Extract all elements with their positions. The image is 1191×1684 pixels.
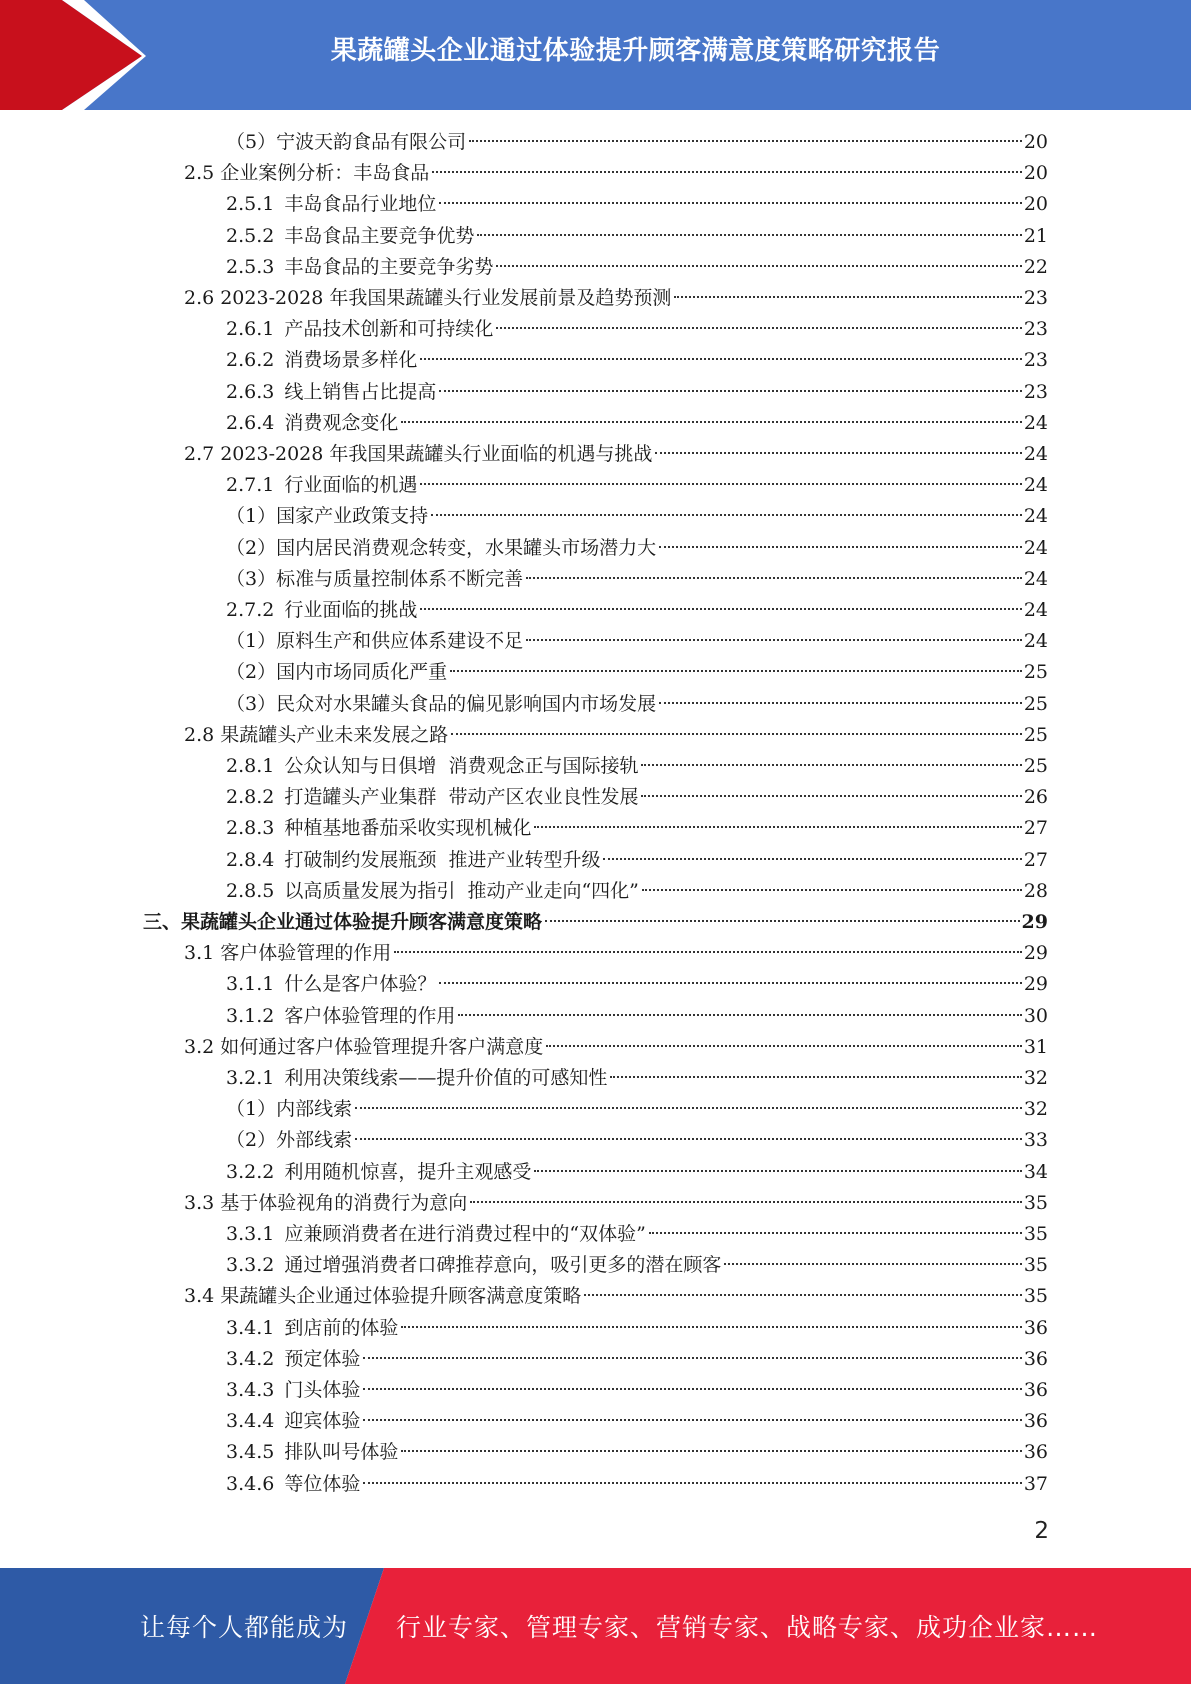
toc-entry[interactable] (184, 283, 1048, 314)
toc-entry-number: 2.6 (184, 287, 215, 309)
toc-entry[interactable] (226, 377, 1048, 408)
toc-entry-page: 24 (1023, 505, 1048, 528)
toc-entry-title: 外部线索 (276, 1129, 353, 1152)
toc-entry-title: 标准与质量控制体系不断完善 (276, 567, 524, 590)
toc-entry[interactable] (226, 595, 1048, 626)
toc-entry-number: 2.6.1 (226, 318, 275, 341)
toc-entry[interactable] (184, 439, 1048, 470)
toc-dot-leader (674, 296, 1021, 298)
page-header (0, 0, 1191, 110)
toc-entry-page: 36 (1023, 1379, 1048, 1401)
toc-entry-number: 2.8 (184, 723, 215, 746)
toc-dot-leader (610, 1076, 1021, 1078)
toc-dot-leader (642, 889, 1022, 891)
toc-dot-leader (439, 390, 1021, 392)
toc-entry-page: 36 (1023, 1347, 1048, 1370)
toc-entry-page: 36 (1023, 1410, 1048, 1433)
toc-entry-page: 30 (1023, 1004, 1048, 1027)
page-number: 2 (1034, 1518, 1049, 1544)
toc-entry[interactable] (184, 158, 1048, 189)
toc-dot-leader (439, 202, 1021, 204)
toc-entry-page: 25 (1023, 755, 1048, 777)
toc-entry-page: 22 (1023, 255, 1048, 278)
toc-dot-leader (450, 670, 1022, 672)
toc-entry-page: 35 (1023, 1285, 1048, 1308)
toc-dot-leader (545, 920, 1020, 922)
toc-entry-title: 基于体验视角的消费行为意向 (220, 1191, 468, 1214)
toc-entry-page: 25 (1023, 692, 1048, 715)
toc-entry-number: 3.4 (184, 1285, 215, 1308)
toc-dot-leader (546, 1045, 1022, 1047)
toc-dot-leader (470, 1201, 1022, 1203)
toc-entry-title: 迎宾体验 (284, 1410, 361, 1433)
toc-entry-page: 20 (1023, 131, 1048, 153)
toc-dot-leader (363, 1482, 1021, 1484)
toc-dot-leader (355, 1107, 1022, 1109)
toc-dot-leader (526, 577, 1022, 579)
toc-entry-title: 丰岛食品的主要竞争劣势 (284, 255, 494, 278)
toc-dot-leader (659, 702, 1022, 704)
toc-entry-number: 2.8.3 (226, 817, 275, 840)
toc-entry[interactable] (226, 813, 1048, 844)
toc-dot-leader (496, 327, 1021, 329)
toc-entry-page: 24 (1023, 536, 1048, 559)
toc-entry-title: 原料生产和供应体系建设不足 (276, 630, 524, 653)
toc-entry-page: 33 (1023, 1129, 1048, 1152)
toc-dot-leader (458, 1014, 1021, 1016)
toc-entry[interactable] (226, 1001, 1048, 1032)
toc-entry[interactable] (226, 1313, 1048, 1344)
toc-entry[interactable] (226, 876, 1048, 907)
toc-entry-page: 24 (1023, 474, 1048, 497)
toc-entry[interactable] (226, 1375, 1048, 1406)
document-title: 果蔬罐头企业通过体验提升顾客满意度策略研究报告 (330, 36, 941, 66)
toc-dot-leader (394, 951, 1022, 953)
toc-dot-leader (641, 795, 1021, 797)
toc-entry[interactable] (143, 907, 1048, 938)
toc-dot-leader (420, 608, 1021, 610)
toc-entry[interactable] (226, 533, 1048, 564)
toc-entry-page: 24 (1023, 630, 1048, 653)
toc-entry-title: 打造罐头产业集群 带动产区农业良性发展 (284, 786, 639, 809)
toc-entry-title: 丰岛食品行业地位 (284, 193, 437, 216)
toc-entry[interactable] (226, 1250, 1048, 1281)
toc-entry[interactable] (184, 1281, 1048, 1312)
toc-entry-title: 国内居民消费观念转变，水果罐头市场潜力大 (276, 536, 657, 559)
toc-entry-number: 2.5.3 (226, 255, 275, 278)
toc-entry-number: （2） (226, 661, 277, 684)
toc-entry-page: 20 (1023, 162, 1048, 185)
toc-entry[interactable] (226, 408, 1048, 439)
toc-entry-page: 31 (1023, 1035, 1048, 1058)
toc-dot-leader (724, 1263, 1021, 1265)
toc-dot-leader (584, 1294, 1022, 1296)
toc-entry-page: 35 (1023, 1191, 1048, 1214)
toc-entry-page: 28 (1023, 879, 1048, 902)
toc-entry-page: 36 (1023, 1316, 1048, 1339)
toc-entry-number: 3.2.2 (226, 1160, 275, 1183)
toc-entry-number: （1） (226, 505, 277, 528)
toc-entry-number: 3.2.1 (226, 1067, 275, 1089)
toc-entry-number: （2） (226, 536, 277, 559)
toc-entry-page: 25 (1023, 661, 1048, 684)
toc-entry-page: 35 (1023, 1223, 1048, 1245)
toc-entry-page: 24 (1023, 567, 1048, 590)
toc-dot-leader (363, 1388, 1021, 1390)
toc-entry[interactable] (226, 845, 1048, 876)
toc-entry-title: 国内市场同质化严重 (276, 661, 448, 684)
toc-entry[interactable] (226, 1094, 1048, 1125)
toc-entry[interactable] (226, 252, 1048, 283)
toc-entry-number: 3.1.2 (226, 1004, 275, 1027)
toc-entry-title: 线上销售占比提高 (284, 380, 437, 403)
toc-entry-page: 23 (1023, 287, 1048, 309)
toc-dot-leader (526, 639, 1022, 641)
toc-entry[interactable] (226, 969, 1048, 1000)
toc-dot-leader (420, 358, 1021, 360)
toc-entry[interactable] (226, 1157, 1048, 1188)
toc-entry-page: 37 (1023, 1472, 1048, 1495)
toc-entry-number: （2） (226, 1129, 277, 1152)
toc-entry-page: 32 (1023, 1067, 1048, 1089)
toc-dot-leader (534, 826, 1021, 828)
toc-entry[interactable] (226, 1344, 1048, 1375)
toc-entry[interactable] (226, 689, 1048, 720)
toc-entry[interactable] (226, 189, 1048, 220)
toc-entry-title: 客户体验管理的作用 (284, 1004, 456, 1027)
toc-entry[interactable] (226, 657, 1048, 688)
toc-entry[interactable] (226, 314, 1048, 345)
toc-entry-number: 三、 (143, 911, 182, 933)
toc-dot-leader (432, 171, 1022, 173)
toc-entry-title: 种植基地番茄采收实现机械化 (284, 817, 532, 840)
toc-entry-number: 2.7.2 (226, 599, 275, 621)
toc-entry[interactable] (226, 751, 1048, 782)
toc-entry-page: 24 (1023, 443, 1048, 465)
toc-entry-title: 果蔬罐头产业未来发展之路 (220, 723, 449, 746)
toc-dot-leader (649, 1232, 1022, 1234)
toc-entry-title: 客户体验管理的作用 (220, 942, 392, 965)
toc-dot-leader (420, 483, 1021, 485)
toc-entry[interactable] (226, 1219, 1048, 1250)
toc-entry[interactable] (226, 1437, 1048, 1468)
toc-entry-number: 3.4.5 (226, 1441, 275, 1464)
toc-dot-leader (496, 265, 1021, 267)
toc-entry[interactable] (184, 1032, 1048, 1063)
toc-entry-page: 29 (1021, 911, 1048, 933)
toc-entry[interactable] (184, 938, 1048, 969)
toc-dot-leader (641, 764, 1021, 766)
toc-dot-leader (439, 982, 1021, 984)
toc-entry-number: 3.2 (184, 1035, 215, 1058)
toc-entry-title: 果蔬罐头企业通过体验提升顾客满意度策略 (181, 911, 543, 933)
toc-entry-title: 行业面临的机遇 (284, 474, 418, 497)
toc-dot-leader (363, 1419, 1021, 1421)
toc-entry[interactable] (226, 470, 1048, 501)
toc-entry-number: 2.8.2 (226, 786, 275, 809)
toc-entry[interactable] (184, 1188, 1048, 1219)
page-footer (0, 1568, 1191, 1684)
toc-entry-page: 29 (1023, 942, 1048, 965)
toc-entry-title: 2023-2028 年我国果蔬罐头行业面临的机遇与挑战 (220, 443, 653, 465)
toc-entry-number: 3.4.3 (226, 1379, 275, 1401)
toc-entry-page: 23 (1023, 380, 1048, 403)
toc-entry-title: 消费观念变化 (284, 411, 399, 434)
toc-entry-number: （1） (226, 630, 277, 653)
toc-entry-title: 预定体验 (284, 1347, 361, 1370)
toc-entry-page: 32 (1023, 1098, 1048, 1121)
toc-entry-number: 3.4.1 (226, 1316, 275, 1339)
toc-entry[interactable] (226, 564, 1048, 595)
toc-entry-page: 20 (1023, 193, 1048, 216)
toc-entry-number: 3.4.4 (226, 1410, 275, 1433)
toc-entry-number: 2.5.1 (226, 193, 275, 216)
toc-entry-number: 2.7 (184, 443, 215, 465)
toc-entry-number: 2.6.2 (226, 349, 275, 372)
toc-entry-title: 通过增强消费者口碑推荐意向，吸引更多的潜在顾客 (284, 1254, 722, 1277)
toc-entry-title: 利用决策线索——提升价值的可感知性 (284, 1067, 608, 1089)
toc-entry-number: 3.4.6 (226, 1472, 275, 1495)
toc-entry-number: 2.5.2 (226, 224, 275, 247)
toc-entry-number: 3.4.2 (226, 1347, 275, 1370)
toc-entry-number: 2.6.4 (226, 411, 275, 434)
toc-entry-title: 打破制约发展瓶颈 推进产业转型升级 (284, 848, 601, 871)
toc-entry-title: 行业面临的挑战 (284, 599, 418, 621)
toc-entry[interactable] (184, 720, 1048, 751)
toc-entry-title: 2023-2028 年我国果蔬罐头行业发展前景及趋势预测 (220, 287, 672, 309)
toc-dot-leader (431, 514, 1022, 516)
toc-entry-page: 36 (1023, 1441, 1048, 1464)
toc-entry-title: 到店前的体验 (284, 1316, 399, 1339)
toc-entry-number: 2.8.4 (226, 848, 275, 871)
toc-entry-page: 35 (1023, 1254, 1048, 1277)
toc-entry-title: 内部线索 (276, 1098, 353, 1121)
toc-entry[interactable] (226, 501, 1048, 532)
toc-entry[interactable] (226, 221, 1048, 252)
toc-entry-page: 34 (1023, 1160, 1048, 1183)
toc-entry[interactable] (226, 127, 1048, 158)
toc-entry-number: （3） (226, 692, 277, 715)
toc-entry[interactable] (226, 1063, 1048, 1094)
toc-entry-page: 24 (1023, 599, 1048, 621)
footer-slogan-right: 行业专家、管理专家、营销专家、战略专家、成功企业家…… (396, 1613, 1099, 1642)
toc-entry-title: 产品技术创新和可持续化 (284, 318, 494, 341)
toc-entry-number: （3） (226, 567, 277, 590)
toc-entry-number: 2.6.3 (226, 380, 275, 403)
toc-entry-title: 门头体验 (284, 1379, 361, 1401)
toc-entry-title: 消费场景多样化 (284, 349, 418, 372)
toc-entry-number: 2.7.1 (226, 474, 275, 497)
toc-entry-title: 公众认知与日俱增 消费观念正与国际接轨 (284, 755, 639, 777)
toc-dot-leader (469, 140, 1022, 142)
toc-entry-page: 21 (1023, 224, 1048, 247)
toc-dot-leader (363, 1357, 1021, 1359)
toc-entry-page: 23 (1023, 318, 1048, 341)
toc-entry-title: 宁波天韵食品有限公司 (276, 131, 467, 153)
toc-entry[interactable] (226, 782, 1048, 813)
toc-entry-title: 丰岛食品主要竞争优势 (284, 224, 475, 247)
toc-entry-number: 2.5 (184, 162, 215, 185)
toc-entry-page: 27 (1023, 817, 1048, 840)
toc-entry-number: 3.3 (184, 1191, 215, 1214)
toc-dot-leader (451, 733, 1022, 735)
toc-entry-number: 3.3.2 (226, 1254, 275, 1277)
toc-entry-title: 果蔬罐头企业通过体验提升顾客满意度策略 (220, 1285, 582, 1308)
toc-entry-number: （1） (226, 1098, 277, 1121)
toc-dot-leader (401, 1326, 1021, 1328)
toc-entry-title: 什么是客户体验？ (284, 973, 437, 996)
toc-dot-leader (655, 452, 1021, 454)
toc-entry-title: 排队叫号体验 (284, 1441, 399, 1464)
toc-entry-title: 等位体验 (284, 1472, 361, 1495)
toc-entry-page: 25 (1023, 723, 1048, 746)
toc-entry-title: 应兼顾消费者在进行消费过程中的“双体验” (284, 1223, 646, 1245)
toc-entry-title: 如何通过客户体验管理提升客户满意度 (220, 1035, 544, 1058)
toc-entry[interactable] (226, 1125, 1048, 1156)
toc-entry-title: 国家产业政策支持 (276, 505, 429, 528)
toc-entry-number: 3.1.1 (226, 973, 275, 996)
toc-entry-page: 23 (1023, 349, 1048, 372)
footer-slogan-left: 让每个人都能成为 (140, 1613, 349, 1642)
toc-dot-leader (401, 421, 1021, 423)
toc-entry[interactable] (226, 1469, 1048, 1500)
toc-entry-title: 利用随机惊喜，提升主观感受 (284, 1160, 532, 1183)
toc-entry-number: 3.1 (184, 942, 215, 965)
toc-entry-number: 2.8.5 (226, 879, 275, 902)
toc-entry-title: 民众对水果罐头食品的偏见影响国内市场发展 (276, 692, 657, 715)
toc-entry[interactable] (226, 1406, 1048, 1437)
toc-dot-leader (355, 1138, 1022, 1140)
toc-entry-number: 3.3.1 (226, 1223, 275, 1245)
toc-entry-title: 企业案例分析：丰岛食品 (220, 162, 430, 185)
toc-entry-page: 27 (1023, 848, 1048, 871)
toc-dot-leader (534, 1170, 1021, 1172)
toc-entry-page: 26 (1023, 786, 1048, 809)
toc-dot-leader (603, 858, 1021, 860)
toc-entry[interactable] (226, 626, 1048, 657)
toc-entry-number: （5） (226, 131, 277, 153)
toc-entry-page: 24 (1023, 411, 1048, 434)
toc-entry-page: 29 (1023, 973, 1048, 996)
toc-dot-leader (659, 546, 1022, 548)
toc-entry-title: 以高质量发展为指引 推动产业走向“四化” (284, 879, 639, 902)
toc-dot-leader (477, 234, 1021, 236)
toc-entry-number: 2.8.1 (226, 755, 275, 777)
toc-entry[interactable] (226, 345, 1048, 376)
toc-dot-leader (401, 1450, 1021, 1452)
